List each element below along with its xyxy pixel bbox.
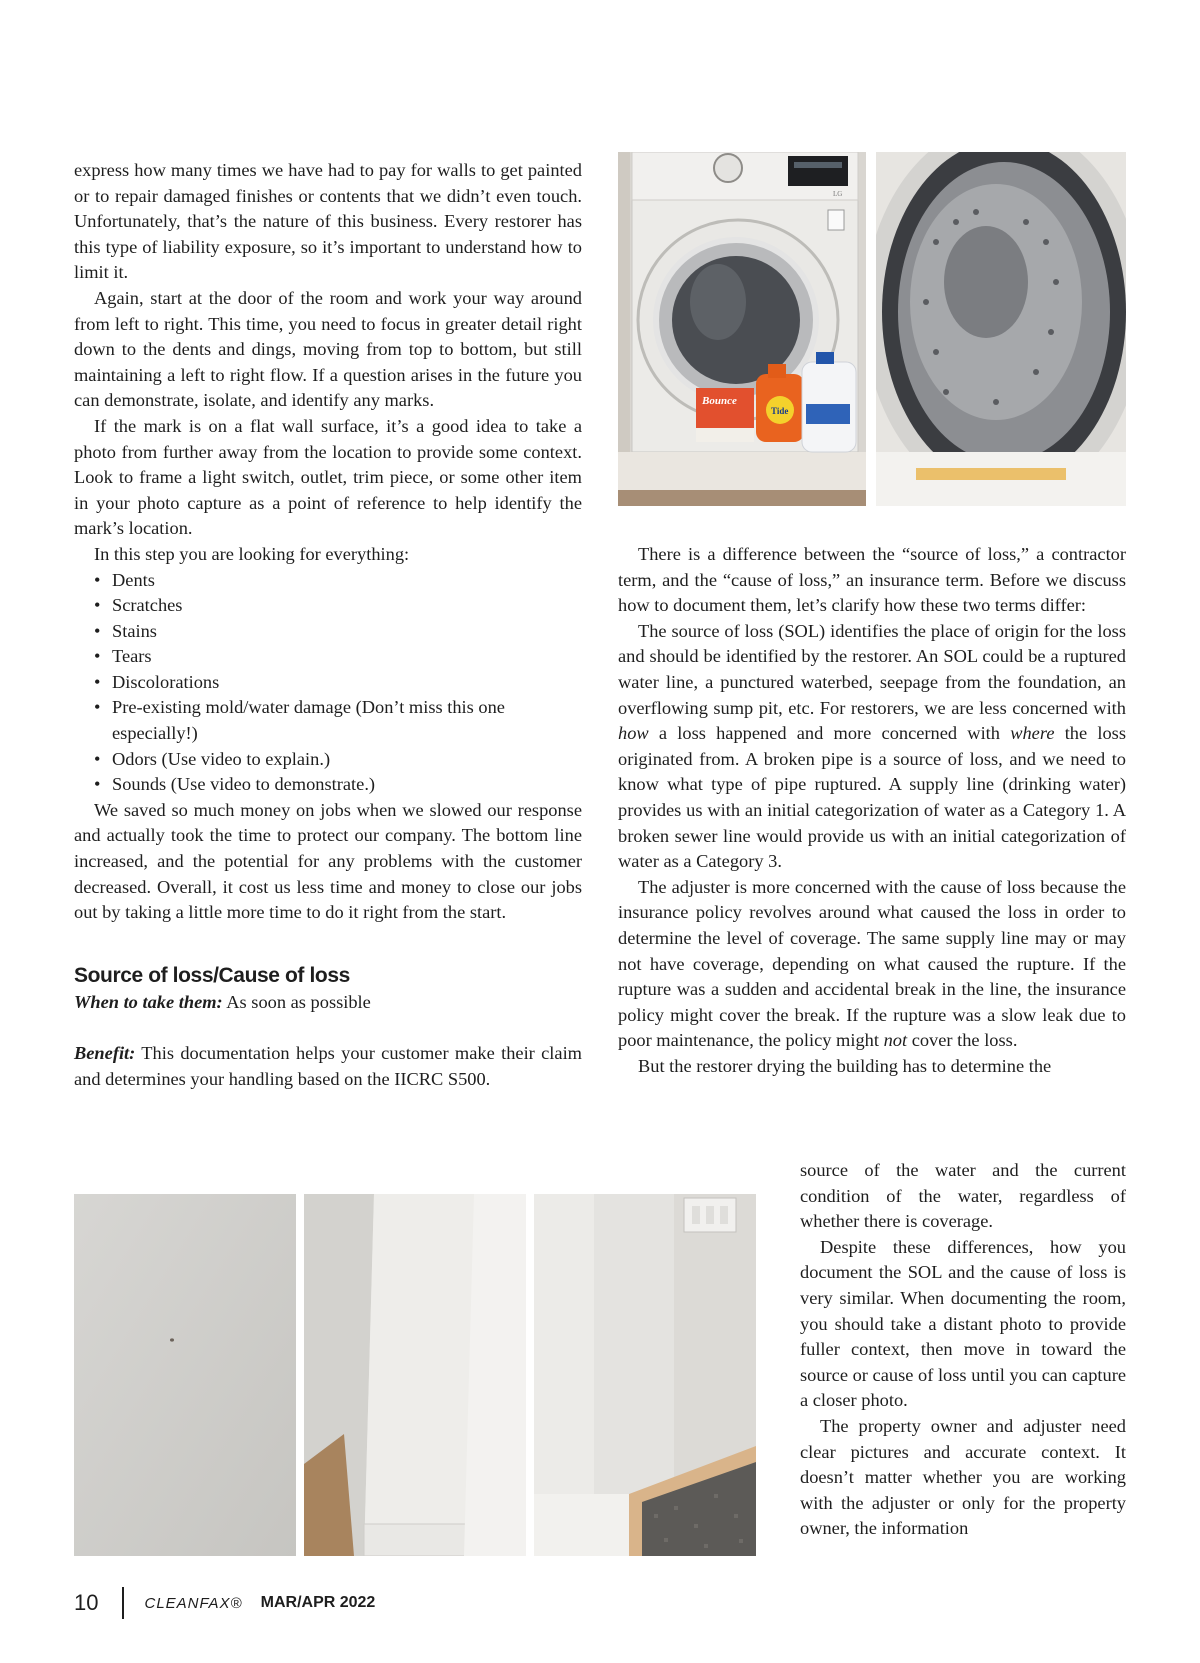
washer-brand-label: LG	[833, 190, 843, 198]
wall-mark-photo	[74, 1194, 296, 1556]
list-item: • Sounds (Use video to demonstrate.)	[112, 772, 582, 798]
section-heading: Source of loss/Cause of loss	[74, 963, 350, 987]
bleach-jug	[802, 352, 856, 452]
benefit-text: This documentation helps your customer make their claim and determines your handling based on the IICRC S500.	[74, 1043, 582, 1089]
detergent-label: Tide	[771, 406, 789, 416]
list-item: • Pre-existing mold/water damage (Don’t miss this one especially!)	[112, 695, 582, 746]
body-paragraph: If the mark is on a flat wall surface, it’s a good idea to take a photo from further away from the location to provide some context. Look to frame a light switch, outlet, trim piece, or some other item in your photo capture as a point of reference to help identify the mark’s location.	[74, 415, 582, 539]
page-number: 10	[74, 1590, 99, 1615]
body-paragraph: But the restorer drying the building has to determine the	[638, 1055, 1052, 1076]
when-line	[74, 990, 582, 1016]
magazine-name: CLEANFAX®	[144, 1594, 243, 1612]
body-paragraph: We saved so much money on jobs when we slowed our response and actually took the time to protect our company. The bottom line increased, and the potential for any problems with the customer decreased. Overall, it cost us less time and money to close our jobs out by taking a little more time to do it right from the start.	[74, 799, 582, 923]
box-label: Bounce	[702, 395, 737, 407]
issue-date: MAR/APR 2022	[260, 1594, 376, 1611]
wall-couch-photo	[534, 1194, 756, 1556]
body-paragraph: express how many times we have had to pay for walls to get painted or to repair damaged finishes or contents that we didn’t even touch. Unfortunately, that’s the nature of this business. Every restorer has this type of liability exposure, so it’s important to understand how to limit it.	[74, 160, 582, 283]
body-paragraph: The adjuster is more concerned with the cause of loss because the insurance policy revolves around what caused the loss in order to determine the level of coverage. The same supply line may or may not have coverage, depending on what caused the rupture. If the rupture was a sudden and accidental break in the line, the insurance policy might cover the break. If the rupture was a slow leak due to poor maintenance, the policy might not cover the loss.	[618, 876, 1126, 1051]
washer-drum-photo	[876, 152, 1126, 506]
footer-divider	[122, 1587, 124, 1619]
detergent-bottle	[756, 364, 804, 442]
body-paragraph: The property owner and adjuster need clear pictures and accurate context. It doesn’t matter whether you are working with the adjuster or only for the property owner, the information	[800, 1415, 1126, 1539]
right-narrow-column	[800, 1158, 1126, 1542]
right-column	[618, 542, 1126, 1079]
washer-front-photo	[618, 152, 866, 506]
page-footer	[74, 1585, 375, 1621]
list-item: • Scratches	[112, 593, 582, 619]
body-paragraph: There is a difference between the “source of loss,” a contractor term, and the “cause of loss,” an insurance term. Before we discuss how to document them, let’s clarify how these two terms differ:	[618, 544, 1126, 616]
benefit-line	[74, 1041, 582, 1092]
list-item: • Discolorations	[112, 670, 582, 696]
list-item: • Stains	[112, 619, 582, 645]
list-item: • Odors (Use video to explain.)	[112, 747, 582, 773]
benefit-label: Benefit:	[74, 1043, 136, 1063]
wall-corner-photo	[304, 1194, 526, 1556]
body-paragraph: The source of loss (SOL) identifies the place of origin for the loss and should be identified by the restorer. An SOL could be a ruptured water line, a punctured waterbed, seepage from the foundation, an overflowing sump pit, etc. For restorers, we are less concerned with how a loss happened and more concerned with where the loss originated from. A broken pipe is a source of loss, and we need to know what type of pipe ruptured. A supply line (drinking water) provides us with an initial categorization of water as a Category 1. A broken sewer line would provide us with an initial categorization of water as a Category 3.	[618, 620, 1126, 872]
left-column	[74, 158, 582, 1092]
body-paragraph: In this step you are looking for everything:	[94, 543, 410, 564]
body-paragraph: Again, start at the door of the room and work your way around from left to right. This time, you need to focus in greater detail right down to the dents and dings, moving from top to bottom, but still maintaining a left to right flow. If a question arises in the future you can demonstrate, isolate, and identify any marks.	[74, 287, 582, 411]
list-item: • Tears	[112, 644, 582, 670]
bounce-box	[696, 388, 754, 442]
body-paragraph: source of the water and the current condition of the water, regardless of whether there is coverage.	[800, 1160, 1126, 1232]
body-paragraph: Despite these differences, how you document the SOL and the cause of loss is very similar. When documenting the room, you should take a distant photo to provide fuller context, then move in toward the source or cause of loss until you can capture a closer photo.	[800, 1236, 1126, 1411]
checklist	[74, 568, 582, 798]
list-item: • Dents	[112, 568, 582, 594]
when-text: As soon as possible	[222, 991, 371, 1012]
when-label: When to take them:	[74, 991, 223, 1012]
